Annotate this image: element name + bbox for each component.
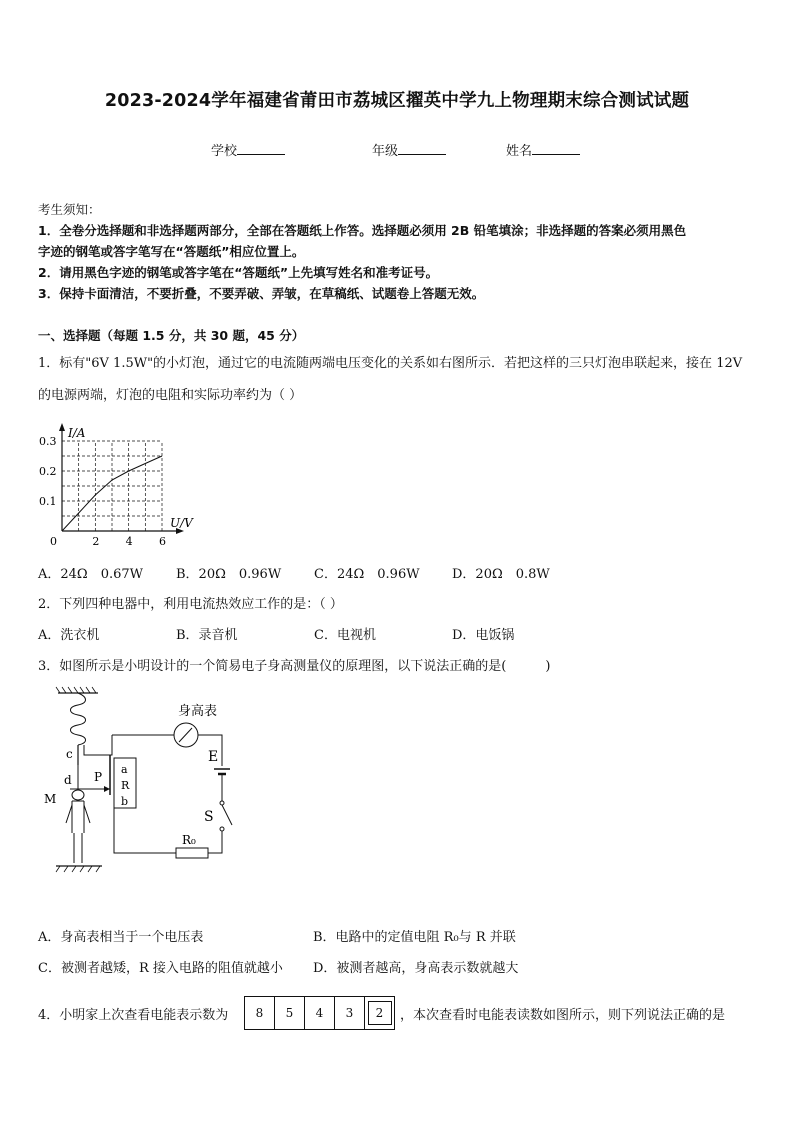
label-a: a	[121, 763, 128, 776]
label-d: d	[64, 773, 72, 787]
label-s: S	[204, 809, 214, 825]
school-field	[211, 140, 285, 159]
q1-option-d[interactable]: D．20Ω 0.8W	[452, 567, 550, 582]
q1-line1: 1．标有"6V 1.5W"的小灯泡，通过它的电流随两端电压变化的关系如右图所示．若把这样的三只灯泡串联起来，接在 12V	[38, 356, 743, 371]
iu-chart	[36, 415, 206, 550]
label-e: E	[208, 749, 219, 765]
name-label: 姓名	[506, 144, 533, 159]
meter-digit: 5	[274, 996, 305, 1030]
label-c: c	[66, 747, 73, 761]
q2-option-d[interactable]: D．电饭锅	[452, 628, 515, 643]
origin-label: 0	[50, 535, 57, 548]
notice-item-1a: 1．全卷分选择题和非选择题两部分，全部在答题纸上作答。选择题必须用 2B 铅笔填涂；非选择题的答案必须用黑色	[38, 223, 687, 238]
resistor-r0	[176, 848, 208, 858]
person-head	[72, 790, 84, 800]
grade-blank	[398, 142, 446, 155]
q3-option-b[interactable]: B．电路中的定值电阻 R₀与 R 并联	[313, 930, 516, 945]
q3-option-a[interactable]: A．身高表相当于一个电压表	[38, 930, 204, 945]
chart-grid	[62, 441, 162, 531]
q3-option-d[interactable]: D．被测者越高，身高表示数就越大	[313, 961, 519, 976]
q2-option-b[interactable]: B．录音机	[176, 628, 238, 643]
q2-text: 2．下列四种电器中，利用电流热效应工作的是：（ ）	[38, 597, 343, 612]
notice-item-2: 2．请用黑色字迹的钢笔或答字笔在“答题纸”上先填写姓名和准考证号。	[38, 265, 439, 280]
switch-blade	[222, 805, 232, 825]
notice-item-3: 3．保持卡面清洁，不要折叠，不要弄破、弄皱，在草稿纸、试题卷上答题无效。	[38, 286, 485, 301]
y-axis-arrow	[59, 423, 65, 431]
x-tick-6: 6	[159, 535, 166, 548]
y-tick-0.2: 0.2	[39, 465, 57, 478]
meter-reading	[245, 996, 395, 1030]
q2-option-c[interactable]: C．电视机	[314, 628, 376, 643]
notice-item-1b: 字迹的钢笔或答字笔写在“答题纸”相应位置上。	[38, 244, 305, 259]
label-r0: R₀	[182, 833, 196, 847]
label-b: b	[121, 795, 129, 808]
meter-digit: 8	[244, 996, 275, 1030]
name-blank	[532, 142, 580, 155]
q1-option-b[interactable]: B．20Ω 0.96W	[176, 567, 282, 582]
school-label: 学校	[211, 144, 238, 159]
x-tick-2: 2	[92, 535, 100, 548]
y-tick-0.1: 0.1	[39, 495, 57, 508]
q4-suffix: ，本次查看时电能表读数如图所示，则下列说法正确的是	[400, 1008, 726, 1023]
notice-heading: 考生须知：	[38, 202, 101, 217]
y-tick-0.3: 0.3	[39, 435, 57, 448]
meter-label: 身高表	[178, 704, 218, 719]
x-axis-label: U/V	[170, 516, 193, 530]
grade-field	[372, 140, 446, 159]
q1-option-a[interactable]: A．24Ω 0.67W	[38, 567, 144, 582]
spring-coil	[71, 693, 86, 745]
q3-text: 3．如图所示是小明设计的一个简易电子身高测量仪的原理图，以下说法正确的是( )	[38, 659, 551, 674]
label-p: P	[94, 770, 103, 784]
q3-option-c[interactable]: C．被测者越矮，R 接入电路的阻值就越小	[38, 961, 283, 976]
school-blank	[237, 142, 285, 155]
q2-option-a[interactable]: A．洗衣机	[38, 628, 100, 643]
meter-digit: 4	[304, 996, 335, 1030]
q1-line2: 的电源两端，灯泡的电阻和实际功率约为（ ）	[38, 388, 303, 403]
q1-option-c[interactable]: C．24Ω 0.96W	[314, 567, 420, 582]
q4-prefix: 4．小明家上次查看电能表示数为	[38, 1008, 229, 1023]
grade-label: 年级	[372, 144, 399, 159]
y-axis-label: I/A	[68, 426, 86, 440]
label-m: M	[44, 792, 57, 806]
meter-digit-inner: 2	[368, 1001, 392, 1025]
x-tick-4: 4	[125, 535, 133, 548]
height-meter-circuit	[36, 683, 256, 883]
name-field	[506, 140, 580, 159]
page-title: 2023-2024学年福建省莆田市荔城区擢英中学九上物理期末综合测试试题	[104, 91, 690, 111]
section-heading: 一、选择题（每题 1.5 分，共 30 题，45 分）	[38, 328, 305, 343]
meter-digit: 3	[334, 996, 365, 1030]
label-r: R	[121, 779, 130, 792]
meter-digit-decimal	[364, 996, 395, 1030]
